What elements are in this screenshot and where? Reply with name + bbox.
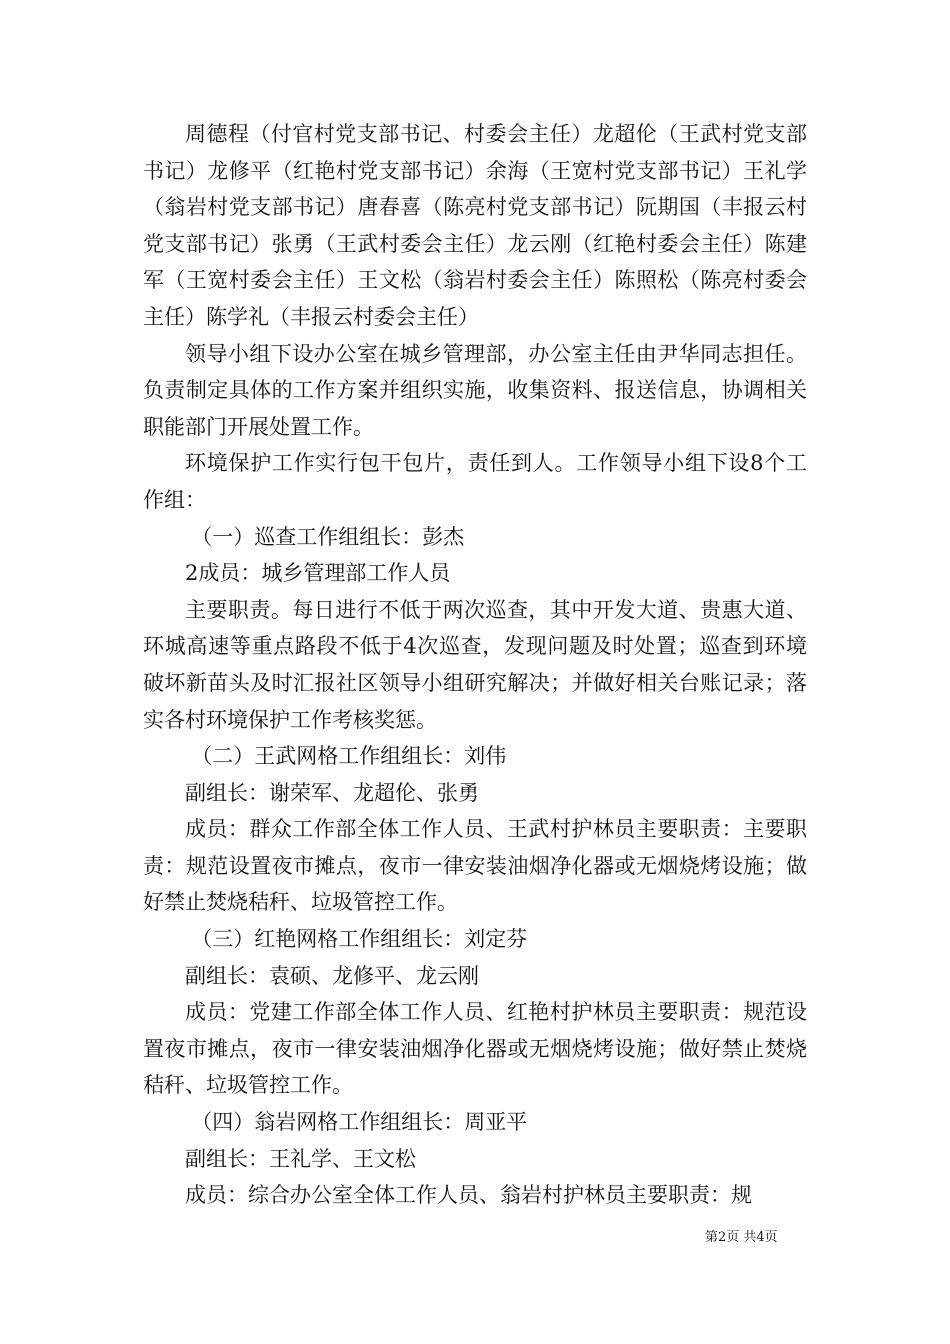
group-4-members-duties: 成员：综合办公室全体工作人员、翁岩村护林员主要职责：规 bbox=[185, 1183, 752, 1208]
document-body bbox=[143, 116, 807, 1214]
paragraph-responsibility: 环境保护工作实行包干包片，责任到人。工作领导小组下设8个工作组： bbox=[143, 451, 807, 512]
group-2-members-duties: 成员：群众工作部全体工作人员、王武村护林员主要职责：主要职责：规范设置夜市摊点，夜市一律安装油烟净化器或无烟烧烤设施；做好禁止焚烧秸秆、垃圾管控工作。 bbox=[143, 817, 807, 915]
group-1-members: 2成员：城乡管理部工作人员 bbox=[185, 561, 451, 586]
group-4-deputies: 副组长：王礼学、王文松 bbox=[185, 1146, 416, 1171]
group-1-heading: （一）巡查工作组组长：彭杰 bbox=[191, 524, 465, 549]
group-1-duties: 主要职责。每日进行不低于两次巡查，其中开发大道、贵惠大道、环城高速等重点路段不低于4次巡查，发现问题及时处置；巡查到环境破坏新苗头及时汇报社区领导小组研究解决；并做好相关台账记录；落实各村环境保护工作考核奖惩。 bbox=[143, 597, 807, 732]
group-3-members-duties: 成员：党建工作部全体工作人员、红艳村护林员主要职责：规范设置夜市摊点，夜市一律安装油烟净化器或无烟烧烤设施；做好禁止焚烧秸秆、垃圾管控工作。 bbox=[143, 1000, 807, 1098]
group-3-deputies: 副组长：袁硕、龙修平、龙云刚 bbox=[185, 963, 479, 988]
paragraph-office: 领导小组下设办公室在城乡管理部，办公室主任由尹华同志担任。负责制定具体的工作方案并组织实施，收集资料、报送信息，协调相关职能部门开展处置工作。 bbox=[143, 341, 807, 439]
group-4-heading: （四）翁岩网格工作组组长：周亚平 bbox=[191, 1110, 528, 1135]
group-2-heading: （二）王武网格工作组组长：刘伟 bbox=[191, 744, 507, 769]
group-3-heading: （三）红艳网格工作组组长：刘定芬 bbox=[191, 927, 528, 952]
page-number: 第2页 共4页 bbox=[705, 1230, 778, 1245]
paragraph-leadership-members: 周德程（付官村党支部书记、村委会主任）龙超伦（王武村党支部书记）龙修平（红艳村党支部书记）余海（王宽村党支部书记）王礼学（翁岩村党支部书记）唐春喜（陈亮村党支部书记）阮期国（丰报云村党支部书记）张勇（王武村委会主任）龙云刚（红艳村委会主任）陈建军（王宽村委会主任）王文松（翁岩村委会主任）陈照松（陈亮村委会主任）陈学礼（丰报云村委会主任） bbox=[143, 122, 807, 329]
group-2-deputies: 副组长：谢荣军、龙超伦、张勇 bbox=[185, 780, 479, 805]
